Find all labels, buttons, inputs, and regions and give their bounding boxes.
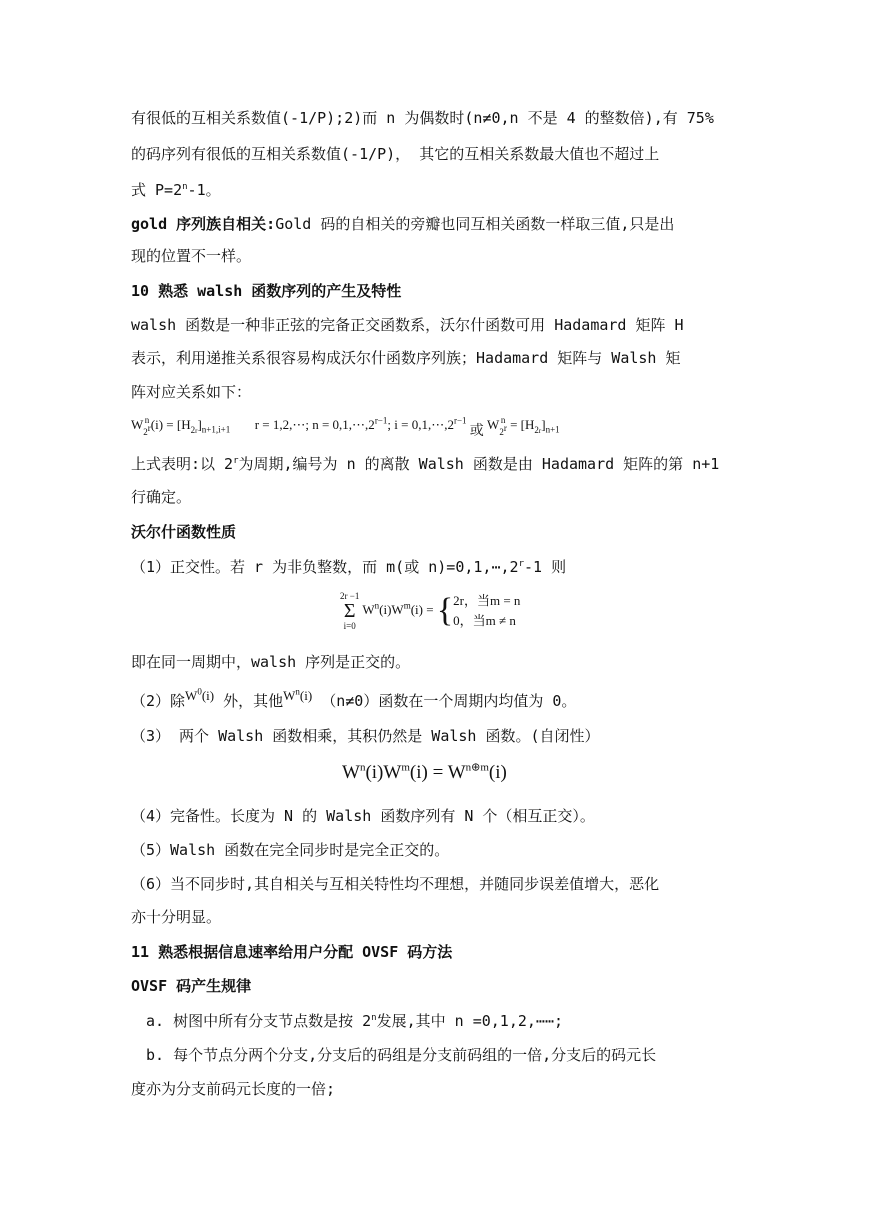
- eq-text: ]: [541, 417, 546, 432]
- eq-sub: r: [147, 423, 151, 434]
- eq-symbol: W: [131, 417, 144, 432]
- eq-symbol: W: [283, 688, 296, 703]
- text-line: [131, 874, 659, 894]
- text-line: [131, 686, 577, 712]
- text-line: [146, 1045, 656, 1065]
- text-line: [131, 108, 714, 128]
- text: 外，其他: [223, 692, 284, 710]
- section-heading-11: 11 熟悉根据信息速率给用户分配 OVSF 码方法: [131, 943, 453, 961]
- eq-symbol: W: [362, 601, 375, 617]
- text-line: [146, 1011, 563, 1031]
- superscript: r: [233, 456, 239, 466]
- text-line: [131, 487, 191, 507]
- ovsf-heading: OVSF 码产生规律: [131, 977, 252, 995]
- text-line: [131, 454, 719, 474]
- text: b. 每个节点分两个分支,分支后的码组是分支前码组的一倍,分支后的码元长: [146, 1046, 657, 1064]
- eq-text: r = 1,2,⋯; n = 0,1,⋯,2: [254, 417, 375, 432]
- cases: [453, 591, 520, 631]
- eq-text: (i): [299, 688, 313, 703]
- superscript: n: [371, 1013, 377, 1023]
- eq-text: =: [422, 601, 437, 617]
- section-heading-10: 10 熟悉 walsh 函数序列的产生及特性: [131, 282, 402, 300]
- text: （1）正交性。若 r 为非负整数，而 m(或 n)=0,1,⋯,2: [131, 558, 519, 576]
- eq-text: = [H: [506, 417, 535, 432]
- text: （2）除: [131, 692, 186, 710]
- eq-sup: n: [374, 600, 380, 611]
- text: walsh 函数是一种非正弦的完备正交函数系，沃尔什函数可用 Hadamard 矩阵 H: [131, 316, 684, 334]
- text: -1。: [187, 181, 221, 199]
- eq-sub: 2: [190, 424, 196, 435]
- text: （6）当不同步时,其自相关与互相关特性均不理想，并随同步误差值增大，恶化: [131, 875, 660, 893]
- text: 表示，利用递推关系很容易构成沃尔什函数序列族；Hadamard 矩阵与 Walsh 矩: [131, 349, 681, 367]
- eq-text: ; i = 0,1,⋯,2: [387, 417, 454, 432]
- eq-text: (i): [410, 601, 423, 617]
- text: 现的位置不一样。: [131, 247, 252, 265]
- eq-symbol: W: [487, 417, 500, 432]
- text-line: [131, 382, 251, 402]
- text-line: [131, 557, 566, 577]
- text-line: [131, 246, 251, 266]
- eq-sub: n+1: [545, 424, 560, 435]
- sum-upper: 2r −1: [340, 591, 360, 601]
- eq-sup: n⊕m: [465, 761, 489, 774]
- eq-text: (i): [488, 762, 507, 783]
- text-line: [131, 348, 681, 368]
- text: 为周期,编号为 n 的离散 Walsh 函数是由 Hadamard 矩阵的第 n+1: [238, 455, 720, 473]
- text: a. 树图中所有分支节点数是按 2: [146, 1012, 372, 1030]
- text-line: [131, 907, 221, 927]
- sum-operator: [340, 590, 359, 632]
- product-equation: [342, 762, 507, 784]
- text-line: [131, 726, 600, 746]
- eq-sup: n: [500, 415, 506, 426]
- text-line: [131, 806, 595, 826]
- text-line: [131, 840, 449, 860]
- eq-sub: r: [195, 426, 198, 435]
- bold-label: gold 序列族自相关:: [131, 215, 276, 233]
- text: 行确定。: [131, 488, 192, 506]
- eq-sup: n: [359, 761, 366, 774]
- text: （n≠0）函数在一个周期内均值为 0。: [321, 692, 577, 710]
- text: 阵对应关系如下：: [131, 383, 252, 401]
- eq-sub: r: [538, 426, 542, 435]
- brace: {: [436, 592, 454, 629]
- eq-sup: m: [403, 600, 411, 611]
- eq-sub: 2: [143, 427, 148, 438]
- properties-heading: 沃尔什函数性质: [131, 523, 237, 541]
- walsh-hadamard-equation: [131, 414, 560, 438]
- case-2: 0，当m ≠ n: [453, 613, 516, 628]
- eq-text: (i): [379, 601, 392, 617]
- text: 有很低的互相关系数值(-1/P);2)而 n 为偶数时(n≠0,n 不是 4 的整数倍),有 75%: [131, 109, 714, 127]
- text-line: [131, 214, 674, 234]
- text: -1 则: [523, 558, 567, 576]
- text: （5）Walsh 函数在完全同步时是完全正交的。: [131, 841, 450, 859]
- text: （3） 两个 Walsh 函数相乘，其积仍然是 Walsh 函数。(自闭性）: [131, 727, 600, 745]
- eq-sup: r−1: [374, 415, 388, 426]
- eq-sub: r: [503, 423, 507, 434]
- eq-sub: 2: [534, 424, 539, 435]
- text: 发展,其中 n =0,1,2,⋯⋯;: [376, 1012, 564, 1030]
- text: 度亦为分支前码元长度的一倍;: [131, 1080, 336, 1098]
- inline-w0: [185, 688, 214, 703]
- superscript: r: [518, 559, 524, 569]
- eq-sub: 2: [499, 427, 504, 438]
- eq-text: ]: [197, 417, 202, 432]
- sum-sign: Σ: [343, 600, 356, 622]
- text: 的码序列有很低的互相关系数值(-1/P)， 其它的互相关系数最大值也不超过上: [131, 145, 660, 163]
- eq-text: (i): [201, 688, 215, 703]
- inline-wn: [283, 688, 312, 703]
- text: 式 P=2: [131, 181, 183, 199]
- text-line: [131, 652, 410, 672]
- eq-symbol: W: [342, 762, 360, 783]
- eq-sup: r−1: [453, 415, 467, 426]
- eq-symbol: W: [447, 762, 466, 783]
- eq-symbol: W: [383, 762, 402, 783]
- eq-sup: m: [401, 761, 410, 774]
- text: 亦十分明显。: [131, 908, 222, 926]
- text-line: [131, 1079, 335, 1099]
- text-line: [131, 315, 684, 335]
- eq-sup: n: [144, 415, 150, 426]
- eq-text: (i) = [H: [150, 417, 191, 432]
- superscript: n: [182, 182, 188, 192]
- eq-text: 或: [469, 423, 484, 439]
- eq-sub: n+1,i+1: [201, 424, 231, 435]
- text-line: [131, 180, 221, 200]
- text-line: [131, 144, 659, 164]
- text: （4）完备性。长度为 N 的 Walsh 函数序列有 N 个（相互正交）。: [131, 807, 595, 825]
- eq-sup: 0: [197, 686, 202, 697]
- eq-text: =: [427, 762, 448, 783]
- eq-sup: n: [295, 686, 300, 697]
- text: 即在同一周期中，walsh 序列是正交的。: [131, 653, 411, 671]
- eq-symbol: W: [185, 688, 198, 703]
- case-1: 2r，当m = n: [453, 593, 521, 608]
- eq-indices: [143, 414, 151, 438]
- eq-indices: [499, 414, 507, 438]
- orthogonality-equation: [340, 590, 520, 632]
- text: Gold 码的自相关的旁瓣也同互相关函数一样取三值,只是出: [275, 215, 675, 233]
- eq-text: (i): [409, 762, 428, 783]
- sum-lower: i=0: [343, 621, 356, 631]
- text: 上式表明:以 2: [131, 455, 234, 473]
- eq-symbol: W: [391, 601, 404, 617]
- eq-text: (i): [365, 762, 384, 783]
